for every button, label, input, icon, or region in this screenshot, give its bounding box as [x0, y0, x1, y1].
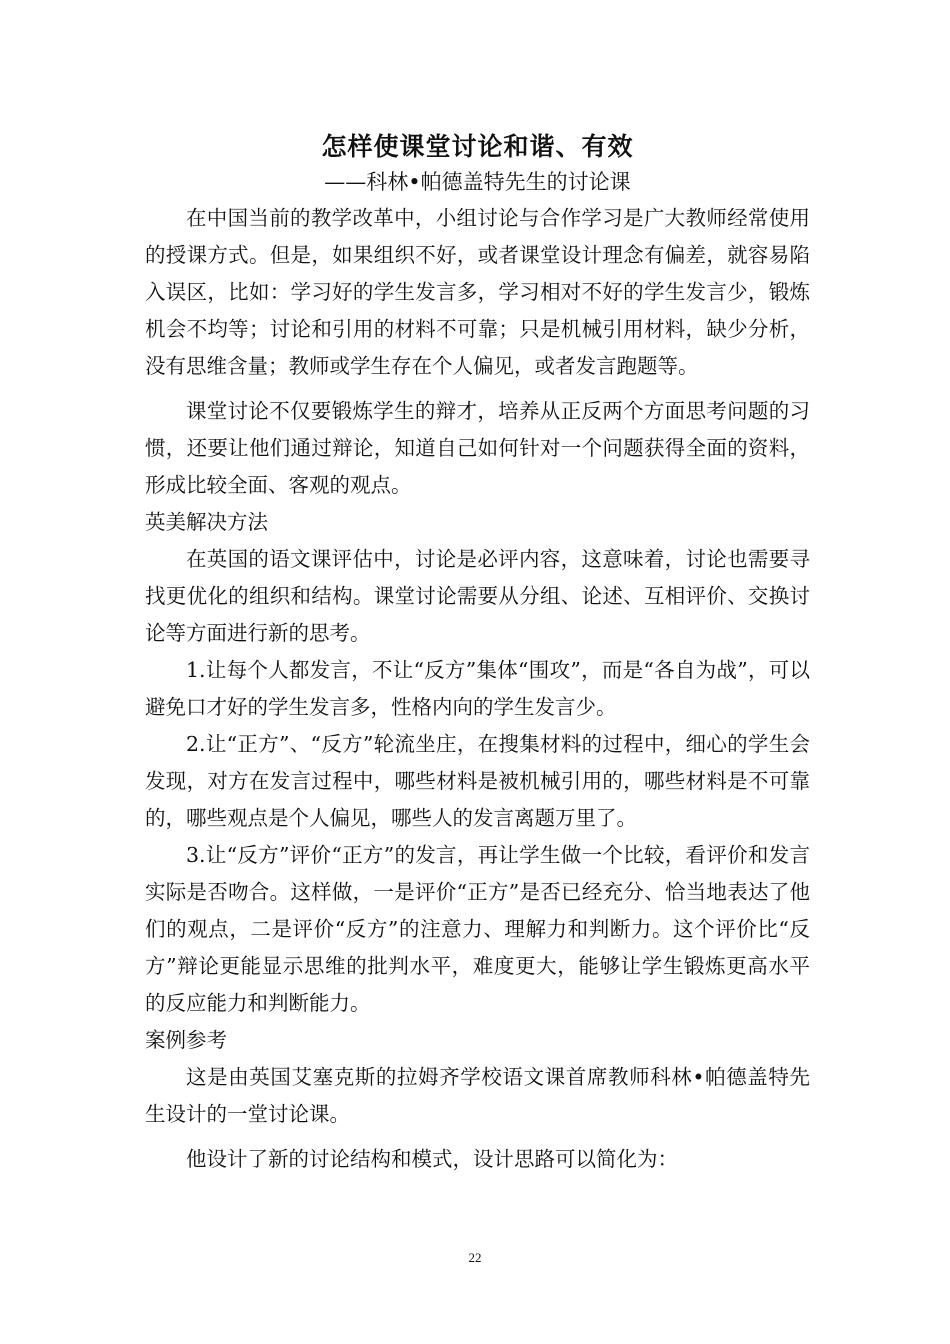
document-page [145, 130, 810, 1178]
document-title: 怎样使课堂讨论和谐、有效 [321, 132, 634, 161]
paragraph-point-1: 1.让每个人都发言，不让“反方”集体“围攻”，而是“各自为战”，可以避免口才好的学生发言多，性格内向的学生发言少。 [145, 658, 810, 719]
paragraph-design: 他设计了新的讨论结构和模式，设计思路可以简化为： [186, 1147, 678, 1171]
paragraph-case-intro: 这是由英国艾塞克斯的拉姆齐学校语文课首席教师科林•帕德盖特先生设计的一堂讨论课。 [145, 1065, 810, 1126]
paragraph-point-3: 3.让“反方”评价“正方”的发言，再让学生做一个比较，看评价和发言实际是否吻合。这样做，一是评价“正方”是否已经充分、恰当地表达了他们的观点，二是评价“反方”的注意力、理解力和判断力。这个评价比“反方”辩论更能显示思维的批判水平，难度更大，能够让学生锻炼更高水平的反应能力和判断能力。 [145, 843, 810, 1015]
page-number: 22 [468, 1250, 482, 1265]
paragraph-purpose: 课堂讨论不仅要锻炼学生的辩才，培养从正反两个方面思考问题的习惯，还要让他们通过辩论，知道自己如何针对一个问题获得全面的资料，形成比较全面、客观的观点。 [145, 399, 810, 497]
paragraph-intro: 在中国当前的教学改革中，小组讨论与合作学习是广大教师经常使用的授课方式。但是，如果组织不好，或者课堂设计理念有偏差，就容易陷入误区，比如：学习好的学生发言多，学习相对不好的学生发言少，锻炼机会不均等；讨论和引用的材料不可靠；只是机械引用材料，缺少分析，没有思维含量；教师或学生存在个人偏见，或者发言跑题等。 [145, 206, 810, 378]
paragraph-point-2: 2.让“正方”、“反方”轮流坐庄，在搜集材料的过程中，细心的学生会发现，对方在发言过程中，哪些材料是被机械引用的，哪些材料是不可靠的，哪些观点是个人偏见，哪些人的发言离题万里了。 [145, 732, 810, 830]
paragraph-uk-evaluation: 在英国的语文课评估中，讨论是必评内容，这意味着，讨论也需要寻找更优化的组织和结构。课堂讨论需要从分组、论述、互相评价、交换讨论等方面进行新的思考。 [145, 547, 810, 645]
document-subtitle: ——科林•帕德盖特先生的讨论课 [324, 170, 631, 194]
section-heading-case: 案例参考 [145, 1028, 227, 1052]
section-heading-methods: 英美解决方法 [145, 510, 268, 534]
